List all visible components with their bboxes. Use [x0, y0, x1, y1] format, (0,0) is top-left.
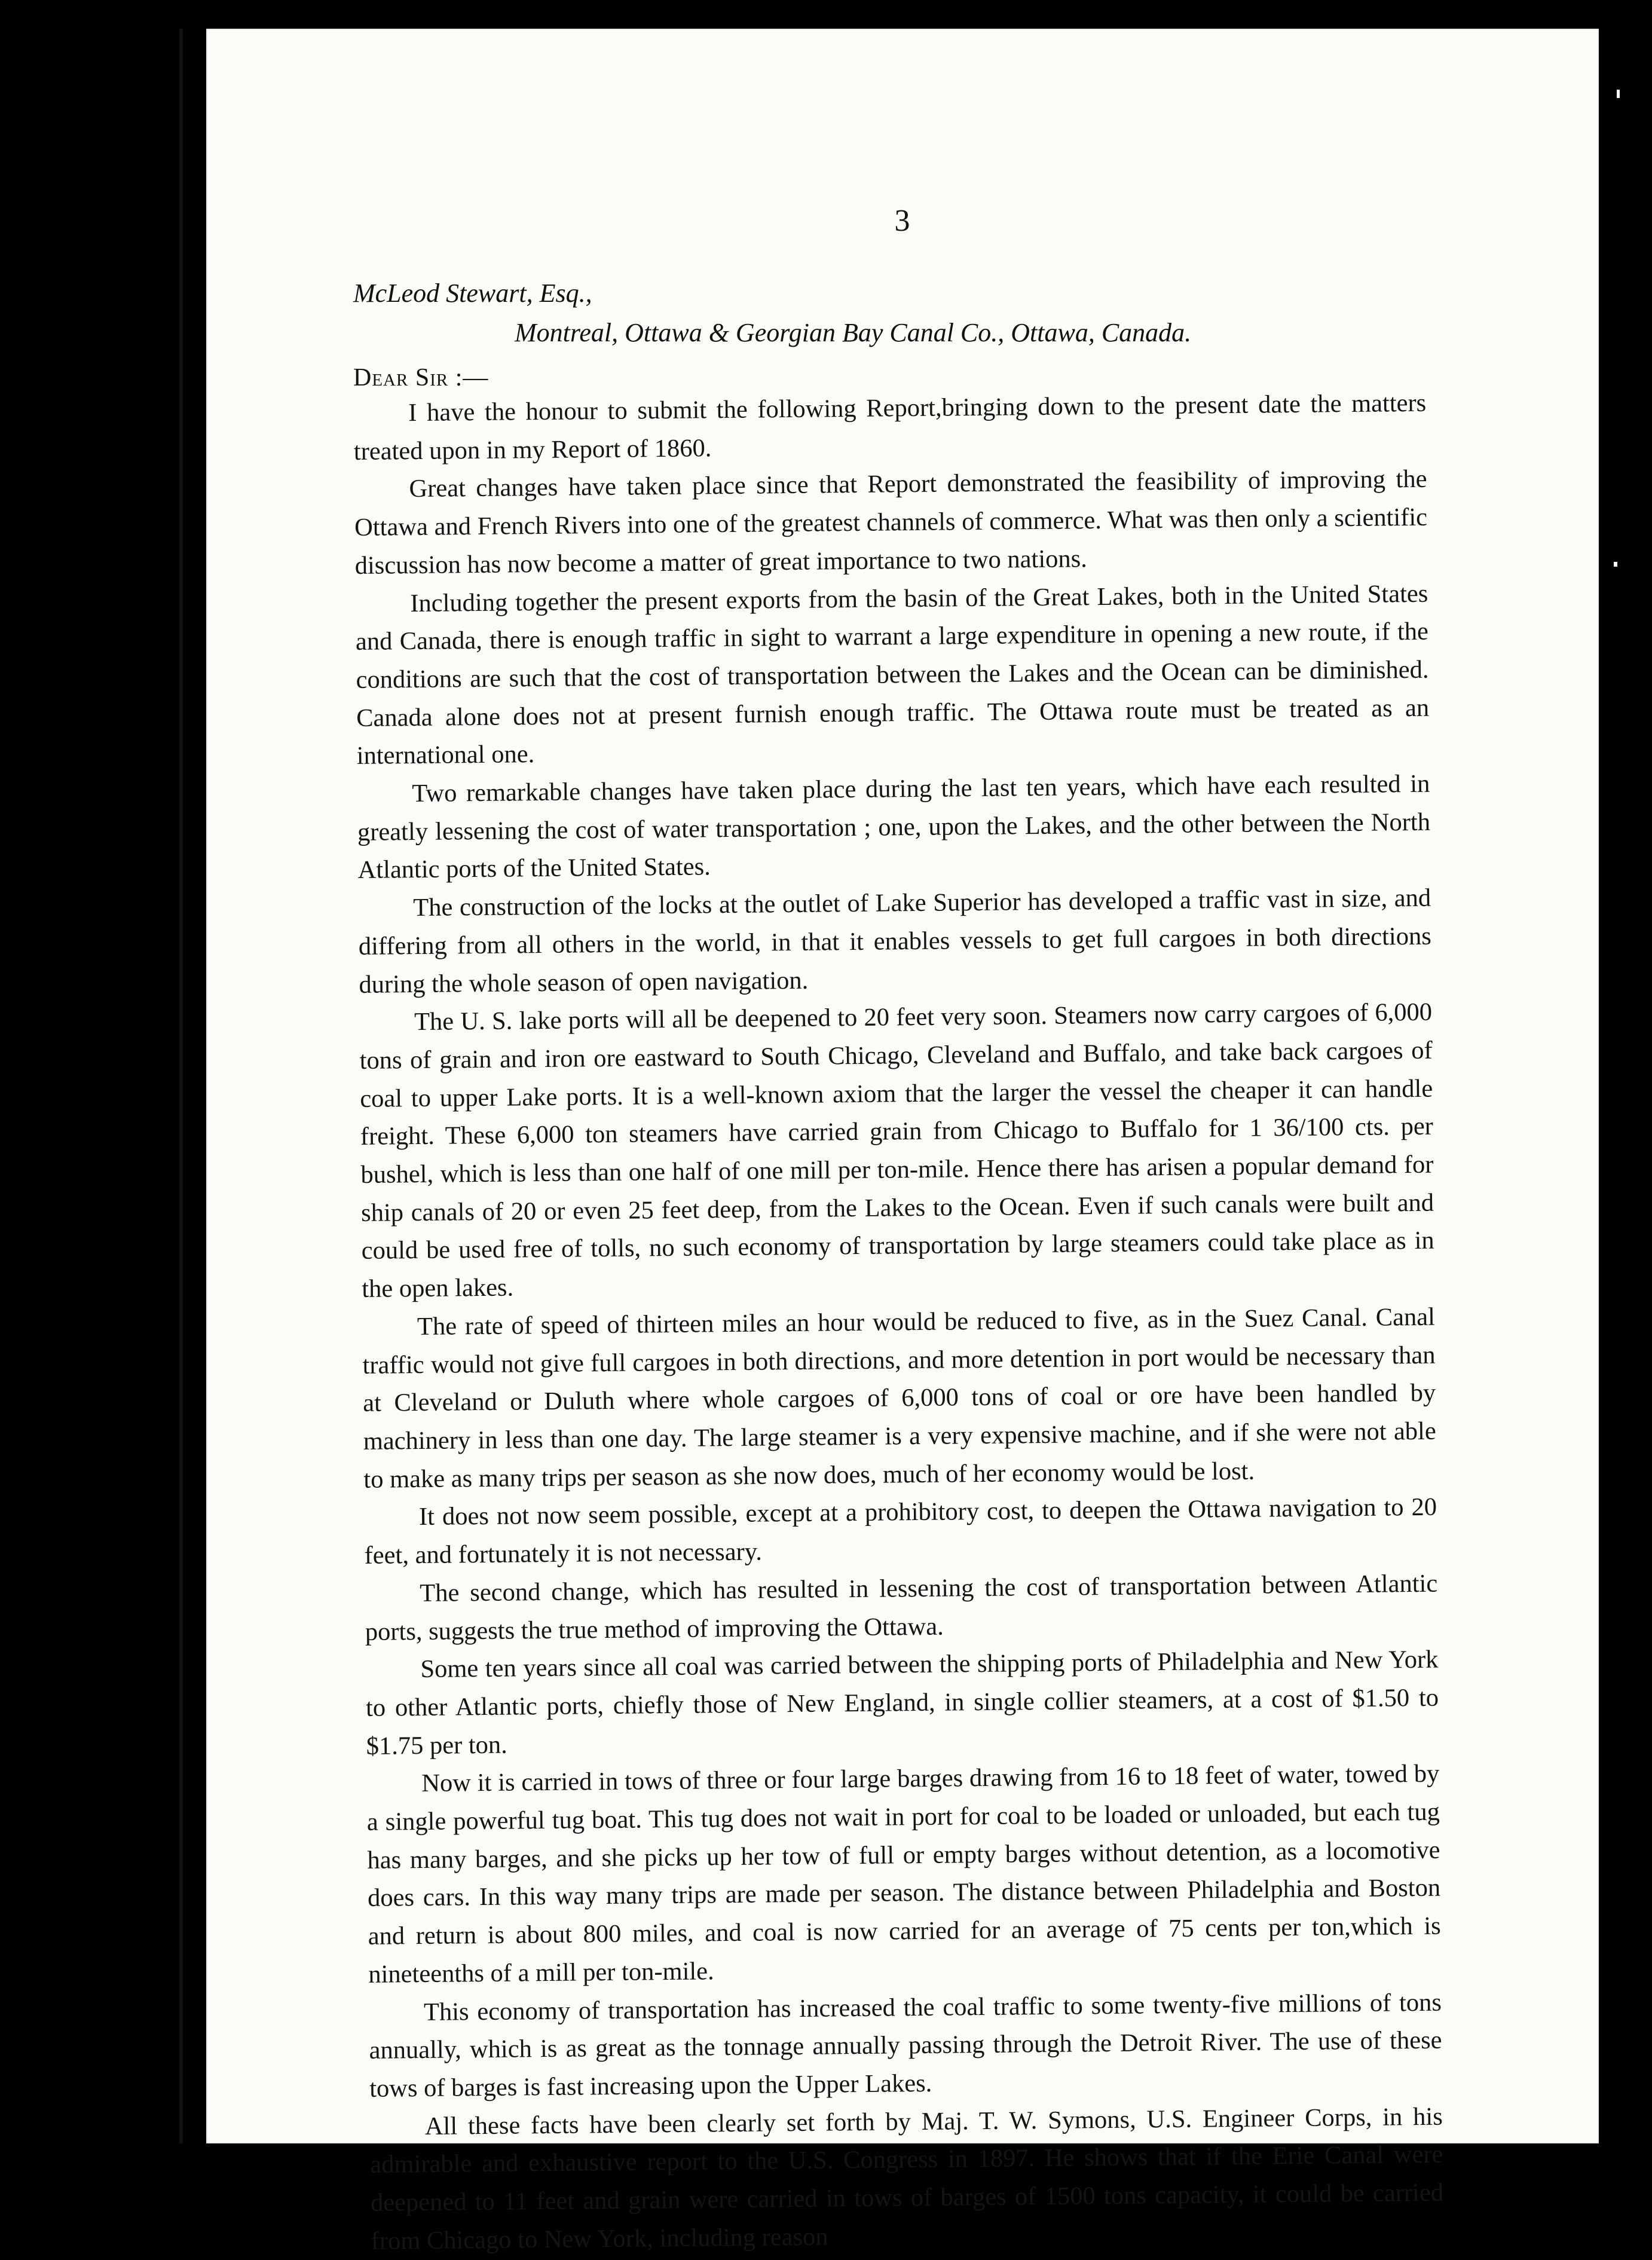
addressee — [353, 274, 1191, 353]
page-number: 3 — [894, 204, 911, 238]
paragraph: The second change, which has resulted in lessening the cost of transportation between Atlantic ports, suggests the true method of improving the Ottawa. — [365, 1569, 1438, 1646]
paragraph: Including together the present exports from the basin of the Great Lakes, both in the United States and Canada, there is enough traffic in sight to warrant a large expenditure in opening a new route, if the conditions are such that the cost of transportation between the Lakes and the Ocean can be diminished. Canada alone does not at present furnish enough traffic. The Ottawa route must be treated as an international one. — [355, 579, 1430, 770]
scan-speck — [1614, 562, 1617, 567]
addressee-name: McLeod Stewart, Esq., — [353, 279, 592, 308]
paragraph: The construction of the locks at the outlet of Lake Superior has developed a traffic vast in size, and differing from all others in the world, in that it enables vessels to get full cargoes in both directions during the whole season of open navigation. — [358, 883, 1432, 999]
paragraph: The rate of speed of thirteen miles an hour would be reduced to five, as in the Suez Canal. Canal traffic would not give full cargoes in both directions, and more detention in port would be necessary than at Cleveland or Duluth where whole cargoes of 6,000 tons of coal or ore have been handled by machinery in less than one day. The large steamer is a very expensive machine, and if she were not able to make as many trips per season as she now does, much of her economy would be lost. — [362, 1302, 1436, 1494]
paragraph: All these facts have been clearly set forth by Maj. T. W. Symons, U.S. Engineer Corps, in his admirable and exhaustive report to the U.S. Congress in 1897. He shows that if the Erie Canal were deepened to 11 feet and grain were carried in tows of barges of 1500 tons capacity, it could be carried from Chicago to New York, including reason — [370, 2102, 1444, 2255]
scan-speck — [1617, 90, 1620, 98]
paragraph: It does not now seem possible, except at a prohibitory cost, to deepen the Ottawa navigation to 20 feet, and fortunately it is not necessary. — [364, 1493, 1437, 1570]
paragraph: This economy of transportation has increased the coal traffic to some twenty-five millions of tons annually, which is as great as the tonnage annually passing through the Detroit River. The use of these tows of barges is fast increasing upon the Upper Lakes. — [369, 1988, 1442, 2103]
addressee-company: Montreal, Ottawa & Georgian Bay Canal Co., Ottawa, Canada. — [515, 318, 1192, 347]
paragraph: Great changes have taken place since that Report demonstrated the feasibility of improving the Ottawa and French Rivers into one of the greatest channels of commerce. What was then only a scientific discussion has now become a matter of great importance to two nations. — [354, 465, 1428, 580]
document-page — [206, 29, 1599, 2255]
scan-gutter — [179, 29, 183, 2143]
paragraph: The U. S. lake ports will all be deepened to 20 feet very soon. Steamers now carry cargoes of 6,000 tons of grain and iron ore eastward to South Chicago, Cleveland and Buffalo, and take back cargoes of coal to upper Lake ports. It is a well-known axiom that the larger the vessel the cheaper it can handle freight. These 6,000 ton steamers have carried grain from Chicago to Buffalo for 1 36/100 cts. per bushel, which is less than one half of one mill per ton-mile. Hence there has arisen a popular demand for ship canals of 20 or even 25 feet deep, from the Lakes to the Ocean. Even if such canals were built and could be used free of tolls, no such economy of transportation by large steamers could take place as in the open lakes. — [359, 998, 1434, 1304]
letter-body — [353, 384, 1444, 2260]
paragraph: Some ten years since all coal was carried between the shipping ports of Philadelphia and New York to other Atlantic ports, chiefly those of New England, in single collier steamers, at a cost of $1.50 to $1.75 per ton. — [365, 1645, 1439, 1760]
paragraph: Now it is carried in tows of three or four large barges drawing from 16 to 18 feet of water, towed by a single powerful tug boat. This tug does not wait in port for coal to be loaded or unloaded, but each tug has many barges, and she picks up her tow of full or empty barges without detention, as a locomotive does cars. In this way many trips are made per season. The distance between Philadelphia and Boston and return is about 800 miles, and coal is now carried for an average of 75 cents per ton,which is nineteenths of a mill per ton-mile. — [366, 1759, 1441, 1989]
salutation: Dear Sir :— — [353, 364, 489, 392]
paragraph: I have the honour to submit the following Report,bringing down to the present date the matters treated upon in my Report of 1860. — [353, 389, 1427, 466]
paragraph: Two remarkable changes have taken place during the last ten years, which have each resulted in greatly lessening the cost of water transportation ; one, upon the Lakes, and the other between the North Atlantic ports of the United States. — [357, 769, 1431, 885]
